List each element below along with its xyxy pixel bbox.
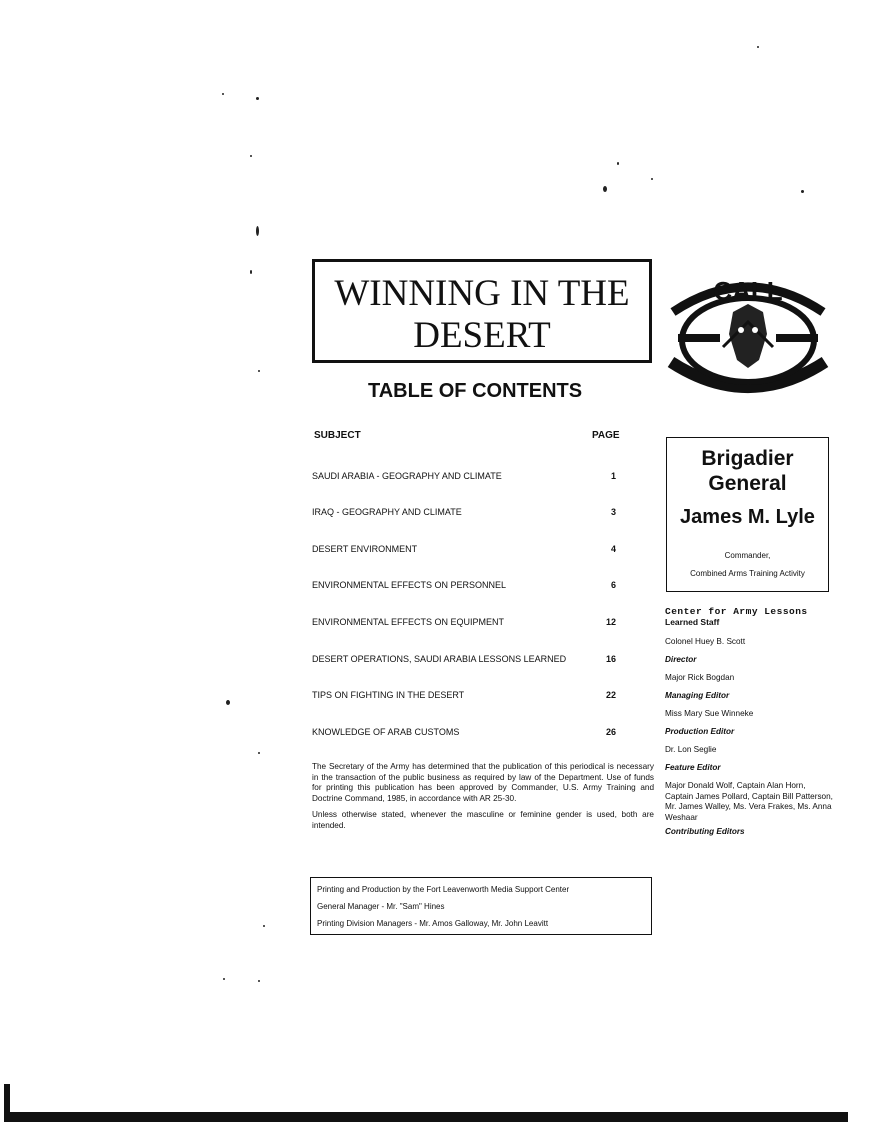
- scan-speck: [256, 226, 259, 236]
- publication-notice: [312, 762, 654, 837]
- toc-subject: TIPS ON FIGHTING IN THE DESERT: [312, 690, 465, 700]
- gender-notice-paragraph: Unless otherwise stated, whenever the masculine or feminine gender is used, both are intended.: [312, 810, 654, 830]
- toc-subject: KNOWLEDGE OF ARAB CUSTOMS: [312, 727, 460, 737]
- printing-line: Printing Division Managers - Mr. Amos Galloway, Mr. John Leavitt: [317, 919, 549, 928]
- toc-heading: TABLE OF CONTENTS: [368, 380, 583, 402]
- commander-name: James M. Lyle: [680, 506, 815, 528]
- staff-role: Director: [665, 655, 697, 664]
- toc-subject: SAUDI ARABIA - GEOGRAPHY AND CLIMATE: [312, 471, 502, 481]
- staff-name: Colonel Huey B. Scott: [665, 637, 746, 646]
- scan-speck: [263, 925, 265, 927]
- scan-speck: [250, 270, 252, 274]
- scan-edge-bar: [4, 1084, 848, 1122]
- rank-line-1: Brigadier: [701, 447, 794, 470]
- toc-row: [312, 507, 622, 523]
- scan-speck: [250, 155, 252, 157]
- scan-speck: [256, 97, 259, 100]
- contributors-role: Contributing Editors: [665, 827, 745, 836]
- title-line-2: DESERT: [413, 315, 551, 356]
- toc-page: 16: [605, 654, 616, 664]
- toc-row: [312, 471, 622, 487]
- commander-rank: [667, 446, 828, 496]
- toc-page: 1: [610, 471, 616, 481]
- toc-page: 4: [610, 544, 616, 554]
- rank-line-2: General: [708, 472, 787, 495]
- toc-page: 26: [605, 727, 616, 737]
- commander-title-line-1: Commander,: [724, 551, 771, 560]
- staff-role: Feature Editor: [665, 763, 721, 772]
- printing-credits-box: [310, 877, 652, 935]
- notice-paragraph: The Secretary of the Army has determined that the publication of this periodical is necessary in the transaction of the public business as required by law of the Department. Use of funds for printing this publication has been approved by Commander, U.S. Army Training and Doctrine Command, 1985, in accordance with AR 25-30.: [312, 762, 654, 803]
- page-column-header: PAGE: [592, 430, 620, 441]
- commander-box: [666, 437, 829, 592]
- scan-speck: [603, 186, 607, 192]
- toc-row: [312, 727, 622, 743]
- toc-row: [312, 580, 622, 596]
- toc-subject: IRAQ - GEOGRAPHY AND CLIMATE: [312, 507, 462, 517]
- staff-list: [665, 606, 835, 841]
- toc-page: 3: [610, 507, 616, 517]
- scan-speck: [258, 752, 260, 754]
- subject-column-header: SUBJECT: [314, 430, 361, 441]
- toc-page: 22: [605, 690, 616, 700]
- scan-speck: [757, 46, 759, 48]
- printing-line: General Manager - Mr. "Sam" Hines: [317, 902, 445, 911]
- printing-line: Printing and Production by the Fort Leavenworth Media Support Center: [317, 885, 570, 894]
- staff-role: Production Editor: [665, 727, 735, 736]
- toc-row: [312, 654, 622, 670]
- scan-speck: [258, 980, 260, 982]
- logo-text: CALL: [713, 276, 783, 306]
- toc-subject: ENVIRONMENTAL EFFECTS ON EQUIPMENT: [312, 617, 505, 627]
- scan-speck: [222, 93, 224, 95]
- scan-speck: [223, 978, 225, 980]
- scan-speck: [226, 700, 230, 705]
- staff-name: Major Rick Bogdan: [665, 673, 735, 682]
- toc-row: [312, 544, 622, 560]
- title-line-1: WINNING IN THE: [334, 273, 630, 314]
- contributors-list: Major Donald Wolf, Captain Alan Horn, Captain James Pollard, Captain Bill Patterson, Mr. James Walley, Ms. Vera Frakes, Ms. Anna Weshaar: [665, 781, 833, 822]
- scan-speck: [801, 190, 804, 193]
- commander-title: [667, 547, 828, 583]
- toc-row: [312, 690, 622, 706]
- toc-subject: DESERT ENVIRONMENT: [312, 544, 418, 554]
- toc-page: 12: [605, 617, 616, 627]
- call-emblem-logo: [663, 262, 833, 397]
- staff-heading-2: Learned Staff: [665, 617, 720, 627]
- document-title-box: [312, 259, 652, 363]
- scan-speck: [617, 162, 619, 165]
- toc-subject: DESERT OPERATIONS, SAUDI ARABIA LESSONS LEARNED: [312, 654, 567, 664]
- toc-subject: ENVIRONMENTAL EFFECTS ON PERSONNEL: [312, 580, 507, 590]
- toc-row: [312, 617, 622, 633]
- scan-speck: [258, 370, 260, 372]
- staff-role: Managing Editor: [665, 691, 730, 700]
- staff-heading: Center for Army Lessons: [665, 606, 808, 617]
- staff-name: Miss Mary Sue Winneke: [665, 709, 754, 718]
- scan-speck: [651, 178, 653, 180]
- staff-name: Dr. Lon Seglie: [665, 745, 717, 754]
- commander-title-line-2: Combined Arms Training Activity: [690, 569, 805, 578]
- toc-page: 6: [610, 580, 616, 590]
